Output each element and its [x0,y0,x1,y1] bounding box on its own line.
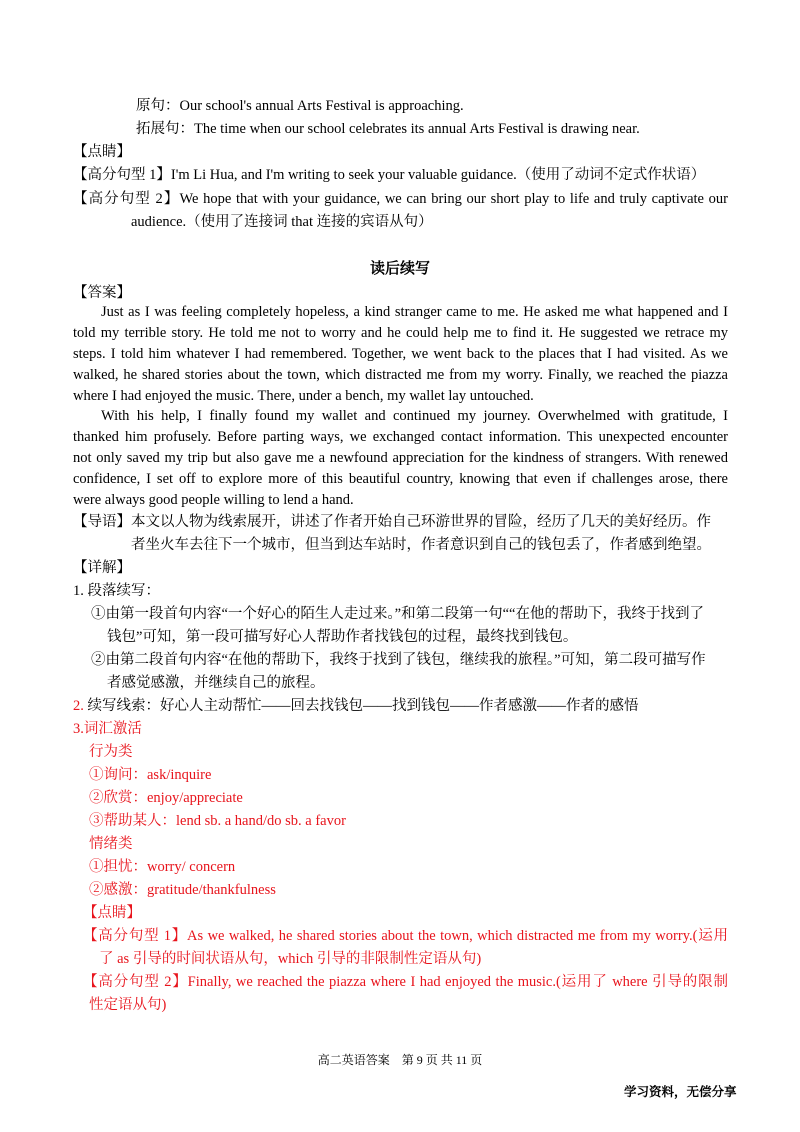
guide-line-2: 者坐火车去往下一个城市，但当到达车站时，作者意识到自己的钱包丢了，作者感到绝望。 [131,537,711,553]
para2-line-4: confidence, I set off to explore more of this beautiful country, knowing that even if challenges arose, there [73,471,728,487]
para2-line-2: thanked him profusely. Before parting ways, we exchanged contact information. This unexpected encounter [73,429,728,445]
vocab-3: ③帮助某人：lend sb. a hand/do sb. a favor [89,813,346,829]
guide-line-1: 【导语】本文以人物为线索展开，讲述了作者开始自己环游世界的冒险，经历了几天的美好经历。作 [73,514,711,530]
emotion-2: ②感激：gratitude/thankfulness [89,882,276,898]
item-2-number: 2. [73,698,84,714]
page-footer: 高二英语答案 第 9 页 共 11 页 [317,1053,483,1067]
para2-line-5: were always good people willing to lend a hand. [73,492,354,508]
vocab-2: ②欣赏：enjoy/appreciate [89,790,243,806]
item-2-text: 续写线索：好心人主动帮忙——回去找钱包——找到钱包——作者感激——作者的感悟 [87,698,639,714]
para1-line-3: steps. I told him whatever I had remembered. Together, we went back to the places that I had visited. As we [73,346,728,362]
para2-line-3: not only saved my trip but also gave me a newfound appreciation for the kindness of strangers. With renewed [73,450,728,466]
item-2 [73,696,639,716]
item-1-1-line-1: ①由第一段首句内容“一个好心的陌生人走过来。”和第二段第一句““在他的帮助下，我终于找到了 [91,606,704,622]
item-1-2-line-2: 者感觉感激，并继续自己的旅程。 [107,675,325,691]
share-tagline: 学习资料，无偿分享 [624,1084,737,1099]
section-title: 读后续写 [369,259,430,277]
para1-line-5: where I had enjoyed the music. There, under a bench, my wallet lay untouched. [73,388,534,404]
para1-line-1: Just as I was feeling completely hopeless, a kind stranger came to me. He asked me what happened and I [101,304,728,320]
highlight-label-2: 【点睛】 [83,905,141,921]
item-3-heading: 3.词汇激活 [73,721,142,737]
emotion-1: ①担忧：worry/ concern [89,859,236,875]
high-pattern-2-line-2: 性定语从句) [89,997,167,1013]
high-pattern-1-line-1: 【高分句型 1】As we walked, he shared stories about the town, which distracted me from my worry.(运用 [83,928,728,944]
high-pattern-1-line-2: 了 as 引导的时间状语从句，which 引导的非限制性定语从句) [99,951,482,967]
category-emotion: 情绪类 [89,836,133,852]
para2-line-1: With his help, I finally found my wallet and continued my journey. Overwhelmed with gratitude, I [101,408,728,424]
high-pattern-2-line-1: 【高分句型 2】Finally, we reached the piazza where I had enjoyed the music.(运用了 where 引导的限制 [83,974,728,990]
pattern-2-line-2: audience.（使用了连接词 that 连接的宾语从句） [131,214,433,230]
para1-line-2: told my terrible story. He told me not to worry and he could help me to find it. He suggested we retrace my [73,325,728,341]
item-1-heading: 1. 段落续写： [73,583,160,599]
item-1-2-line-1: ②由第二段首句内容“在他的帮助下，我终于找到了钱包，继续我的旅程。”可知，第二段可描写作 [91,652,706,668]
expanded-sentence: 拓展句：The time when our school celebrates its annual Arts Festival is drawing near. [136,121,640,137]
pattern-1: 【高分句型 1】I'm Li Hua, and I'm writing to seek your valuable guidance.（使用了动词不定式作状语） [73,167,706,183]
para1-line-4: walked, he shared stories about the town, which distracted me from my worry. Finally, we reached the piazza [73,367,728,383]
detail-label: 【详解】 [73,560,131,576]
vocab-1: ①询问：ask/inquire [89,767,212,783]
answer-label: 【答案】 [73,285,131,301]
category-action: 行为类 [89,744,133,760]
highlight-label: 【点睛】 [73,144,131,160]
original-sentence: 原句：Our school's annual Arts Festival is approaching. [136,98,464,114]
item-1-1-line-2: 钱包”可知，第一段可描写好心人帮助作者找钱包的过程，最终找到钱包。 [107,629,578,645]
pattern-2-line-1: 【高分句型 2】We hope that with your guidance, we can bring our short play to life and truly captivate our [73,191,728,207]
